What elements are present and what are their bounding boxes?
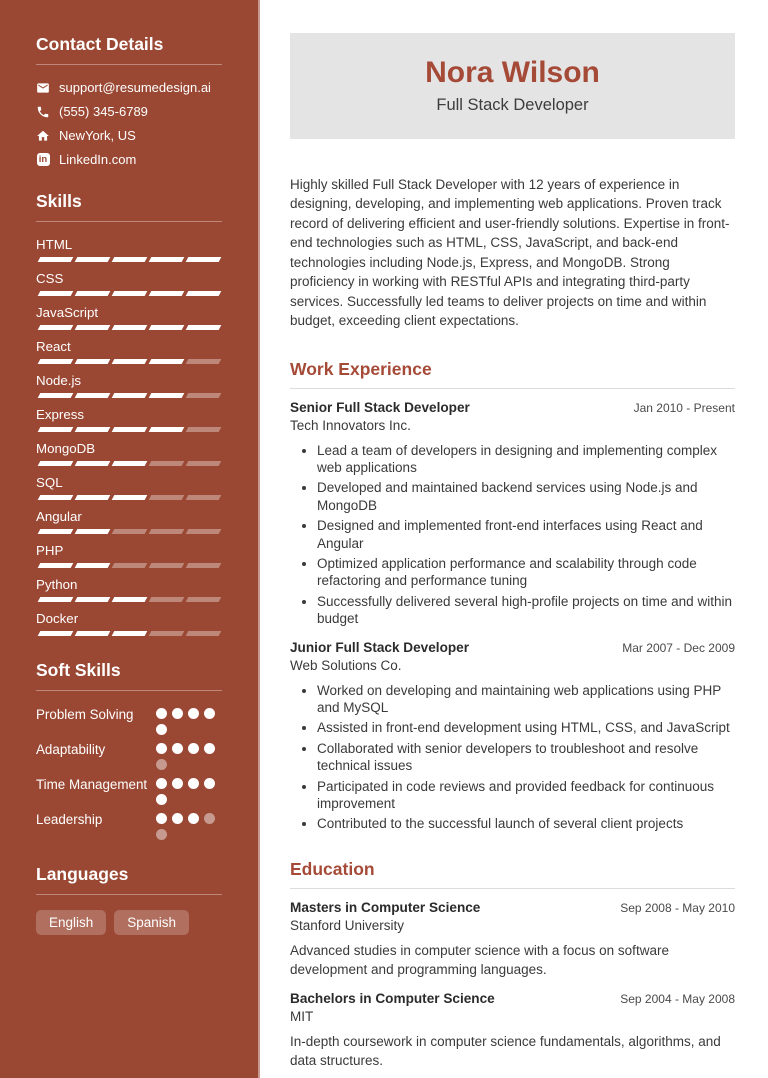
rating-dot	[204, 778, 215, 789]
skill-segment	[112, 495, 148, 500]
skill-segment	[38, 597, 74, 602]
soft-skill-item	[36, 706, 222, 735]
soft-skills-section-title: Soft Skills	[36, 660, 222, 691]
job-bullet: • Assisted in front-end development using HTML, CSS, and JavaScript	[317, 719, 735, 736]
skill-segment	[38, 495, 74, 500]
job-bullet: • Developed and maintained backend services using Node.js and MongoDB	[317, 479, 735, 514]
education-description: Advanced studies in computer science with a focus on software development and programming languages.	[290, 942, 669, 977]
skill-bar	[36, 427, 222, 432]
education-title: Education	[290, 859, 735, 889]
skill-segment	[149, 461, 185, 466]
skill-segment	[186, 325, 222, 330]
soft-skill-label: Time Management	[36, 777, 148, 792]
skill-segment	[75, 427, 111, 432]
skill-label: JavaScript	[36, 305, 99, 320]
rating-dot	[172, 708, 183, 719]
sidebar	[0, 0, 260, 1078]
skill-segment	[75, 461, 111, 466]
skill-segment	[149, 291, 185, 296]
contact-item	[36, 104, 222, 119]
skill-segment	[149, 257, 185, 262]
skill-segment	[186, 427, 222, 432]
skill-segment	[75, 393, 111, 398]
rating-dot	[204, 743, 215, 754]
skills-section	[36, 191, 222, 636]
skill-segment	[75, 257, 111, 262]
skill-segment	[112, 597, 148, 602]
skill-segment	[38, 631, 74, 636]
job-bullets	[290, 442, 735, 628]
skill-item	[36, 577, 222, 602]
job-bullet: • Optimized application performance and scalability through code refactoring and performance tuning	[317, 555, 735, 590]
rating-dot	[156, 829, 167, 840]
soft-skill-dots	[156, 776, 222, 805]
email-icon	[36, 81, 50, 95]
skill-segment	[149, 427, 185, 432]
skill-bar	[36, 597, 222, 602]
linkedin-icon: in	[37, 153, 50, 166]
skill-segment	[38, 325, 74, 330]
rating-dot	[156, 778, 167, 789]
rating-dot	[188, 778, 199, 789]
skill-segment	[112, 393, 148, 398]
soft-skill-dots	[156, 811, 222, 840]
linkedin-icon	[36, 153, 50, 167]
soft-skills-section	[36, 660, 222, 840]
skill-bar	[36, 529, 222, 534]
job-entry	[290, 640, 735, 833]
languages-section-title: Languages	[36, 864, 222, 895]
rating-dot	[188, 708, 199, 719]
job-dates: Jan 2010 - Present	[633, 400, 735, 415]
jobs-list	[290, 400, 735, 833]
skill-bar	[36, 631, 222, 636]
rating-dot	[156, 724, 167, 735]
skill-item	[36, 543, 222, 568]
skill-segment	[38, 393, 74, 398]
contact-item	[36, 128, 222, 143]
skill-segment	[149, 495, 185, 500]
rating-dot	[172, 778, 183, 789]
school-name: Stanford University	[290, 917, 405, 933]
education-description: In-depth coursework in computer science fundamentals, algorithms, and data structures.	[290, 1034, 721, 1069]
language-pill: English	[36, 910, 106, 935]
skill-segment	[186, 563, 222, 568]
skill-segment	[186, 359, 222, 364]
skill-segment	[186, 597, 222, 602]
soft-skill-dots	[156, 741, 222, 770]
name-header	[290, 33, 735, 139]
rating-dot	[156, 743, 167, 754]
job-bullet: • Participated in code reviews and provided feedback for continuous improvement	[317, 778, 735, 813]
home-icon	[36, 129, 50, 143]
skill-segment	[38, 461, 74, 466]
skill-segment	[186, 461, 222, 466]
skill-segment	[112, 291, 148, 296]
soft-skill-label: Problem Solving	[36, 707, 134, 722]
contact-section	[36, 34, 222, 167]
soft-skill-item	[36, 811, 222, 840]
person-job-title: Full Stack Developer	[436, 96, 589, 114]
rating-dot	[188, 813, 199, 824]
languages-section	[36, 864, 222, 935]
skill-segment	[75, 563, 111, 568]
skill-segment	[112, 427, 148, 432]
skill-label: Docker	[36, 611, 79, 626]
skill-item	[36, 339, 222, 364]
skill-item	[36, 373, 222, 398]
job-company: Web Solutions Co.	[290, 657, 402, 673]
main-column	[260, 0, 768, 1078]
skill-label: MongoDB	[36, 441, 96, 456]
skill-segment	[38, 427, 74, 432]
skill-segment	[75, 597, 111, 602]
skill-bar	[36, 257, 222, 262]
skill-segment	[149, 529, 185, 534]
skill-item	[36, 237, 222, 262]
work-experience-section	[290, 359, 735, 833]
education-dates: Sep 2004 - May 2008	[620, 992, 735, 1007]
school-name: MIT	[290, 1009, 314, 1025]
skill-segment	[112, 359, 148, 364]
skill-segment	[149, 597, 185, 602]
skill-bar	[36, 495, 222, 500]
skill-segment	[112, 461, 148, 466]
skill-item	[36, 407, 222, 432]
skill-bar	[36, 291, 222, 296]
job-entry-header	[290, 640, 735, 655]
contact-section-title: Contact Details	[36, 34, 222, 65]
skill-label: Node.js	[36, 373, 82, 388]
job-entry	[290, 400, 735, 628]
skill-label: React	[36, 339, 71, 354]
education-entry	[290, 900, 735, 979]
skill-segment	[149, 359, 185, 364]
rating-dot	[188, 743, 199, 754]
skill-item	[36, 441, 222, 466]
skill-segment	[38, 257, 74, 262]
job-title: Senior Full Stack Developer	[290, 399, 470, 415]
soft-skill-label: Adaptability	[36, 742, 106, 757]
rating-dot	[204, 813, 215, 824]
soft-skill-dots	[156, 706, 222, 735]
skill-segment	[112, 563, 148, 568]
skills-section-title: Skills	[36, 191, 222, 222]
skill-segment	[149, 393, 185, 398]
phone-icon	[36, 105, 50, 119]
skill-bar	[36, 563, 222, 568]
contact-item-text: support@resumedesign.ai	[59, 80, 211, 95]
skill-segment	[75, 359, 111, 364]
education-list	[290, 900, 735, 1071]
job-bullet: • Designed and implemented front-end interfaces using React and Angular	[317, 517, 735, 552]
person-name: Nora Wilson	[425, 56, 600, 89]
skill-label: PHP	[36, 543, 64, 558]
job-bullet: • Lead a team of developers in designing and implementing complex web applications	[317, 442, 735, 477]
rating-dot	[156, 794, 167, 805]
contact-item-text: (555) 345-6789	[59, 104, 148, 119]
skill-segment	[38, 359, 74, 364]
rating-dot	[172, 743, 183, 754]
contact-item	[36, 80, 222, 95]
skill-segment	[149, 563, 185, 568]
rating-dot	[156, 708, 167, 719]
job-company: Tech Innovators Inc.	[290, 417, 411, 433]
rating-dot	[156, 759, 167, 770]
skill-segment	[186, 257, 222, 262]
skill-segment	[75, 325, 111, 330]
language-pill: Spanish	[114, 910, 189, 935]
skill-segment	[112, 631, 148, 636]
skill-segment	[112, 257, 148, 262]
skill-item	[36, 305, 222, 330]
skill-item	[36, 475, 222, 500]
skill-segment	[149, 325, 185, 330]
education-entry	[290, 991, 735, 1070]
skill-label: Angular	[36, 509, 82, 524]
skill-segment	[186, 495, 222, 500]
job-title: Junior Full Stack Developer	[290, 639, 470, 655]
skill-item	[36, 611, 222, 636]
rating-dot	[204, 708, 215, 719]
skill-segment	[149, 631, 185, 636]
skill-bar	[36, 461, 222, 466]
skill-segment	[38, 291, 74, 296]
job-bullet: • Worked on developing and maintaining web applications using PHP and MySQL	[317, 682, 735, 717]
rating-dot	[172, 813, 183, 824]
skill-bar	[36, 325, 222, 330]
degree-title: Bachelors in Computer Science	[290, 991, 495, 1007]
skill-segment	[75, 529, 111, 534]
skill-bar	[36, 393, 222, 398]
contact-item-text: LinkedIn.com	[59, 152, 137, 167]
skill-segment	[186, 529, 222, 534]
skill-segment	[75, 291, 111, 296]
contact-item	[36, 152, 222, 167]
job-bullet: • Collaborated with senior developers to troubleshoot and resolve technical issues	[317, 740, 735, 775]
skill-segment	[112, 325, 148, 330]
skill-label: Python	[36, 577, 78, 592]
skill-segment	[112, 529, 148, 534]
profile-summary: Highly skilled Full Stack Developer with 12 years of experience in designing, developing, and implementing web applications. Proven track record of delivering efficient and user-friendly solutions. Expertise in front-end technologies such as HTML, CSS, JavaScript, and back-end technologies including Node.js, Express, and MongoDB. Strong proficiency in working with RESTful APIs and integrating third-party services. Successfully led teams to deliver projects on time and within budget, exceeding client expectations.	[290, 177, 730, 329]
languages-list	[36, 910, 222, 935]
work-experience-title: Work Experience	[290, 359, 735, 389]
job-entry-header	[290, 400, 735, 415]
skill-label: Express	[36, 407, 85, 422]
soft-skill-item	[36, 741, 222, 770]
soft-skill-item	[36, 776, 222, 805]
contact-list	[36, 80, 222, 167]
contact-item-text: NewYork, US	[59, 128, 136, 143]
education-dates: Sep 2008 - May 2010	[620, 900, 735, 915]
job-bullet: • Successfully delivered several high-profile projects on time and within budget	[317, 593, 735, 628]
job-bullets	[290, 682, 735, 833]
skill-label: HTML	[36, 237, 73, 252]
skill-segment	[186, 393, 222, 398]
skill-segment	[186, 291, 222, 296]
skill-segment	[38, 529, 74, 534]
rating-dot	[156, 813, 167, 824]
skill-segment	[75, 631, 111, 636]
skill-label: SQL	[36, 475, 63, 490]
skill-bar	[36, 359, 222, 364]
education-entry-header	[290, 991, 735, 1006]
degree-title: Masters in Computer Science	[290, 899, 481, 915]
skill-segment	[38, 563, 74, 568]
education-section	[290, 859, 735, 1071]
soft-skill-label: Leadership	[36, 812, 103, 827]
skills-list	[36, 237, 222, 636]
skill-label: CSS	[36, 271, 64, 286]
job-dates: Mar 2007 - Dec 2009	[622, 640, 735, 655]
education-entry-header	[290, 900, 735, 915]
skill-item	[36, 509, 222, 534]
skill-segment	[75, 495, 111, 500]
skill-segment	[186, 631, 222, 636]
soft-skills-list	[36, 706, 222, 840]
skill-item	[36, 271, 222, 296]
job-bullet: • Contributed to the successful launch of several client projects	[317, 815, 735, 832]
